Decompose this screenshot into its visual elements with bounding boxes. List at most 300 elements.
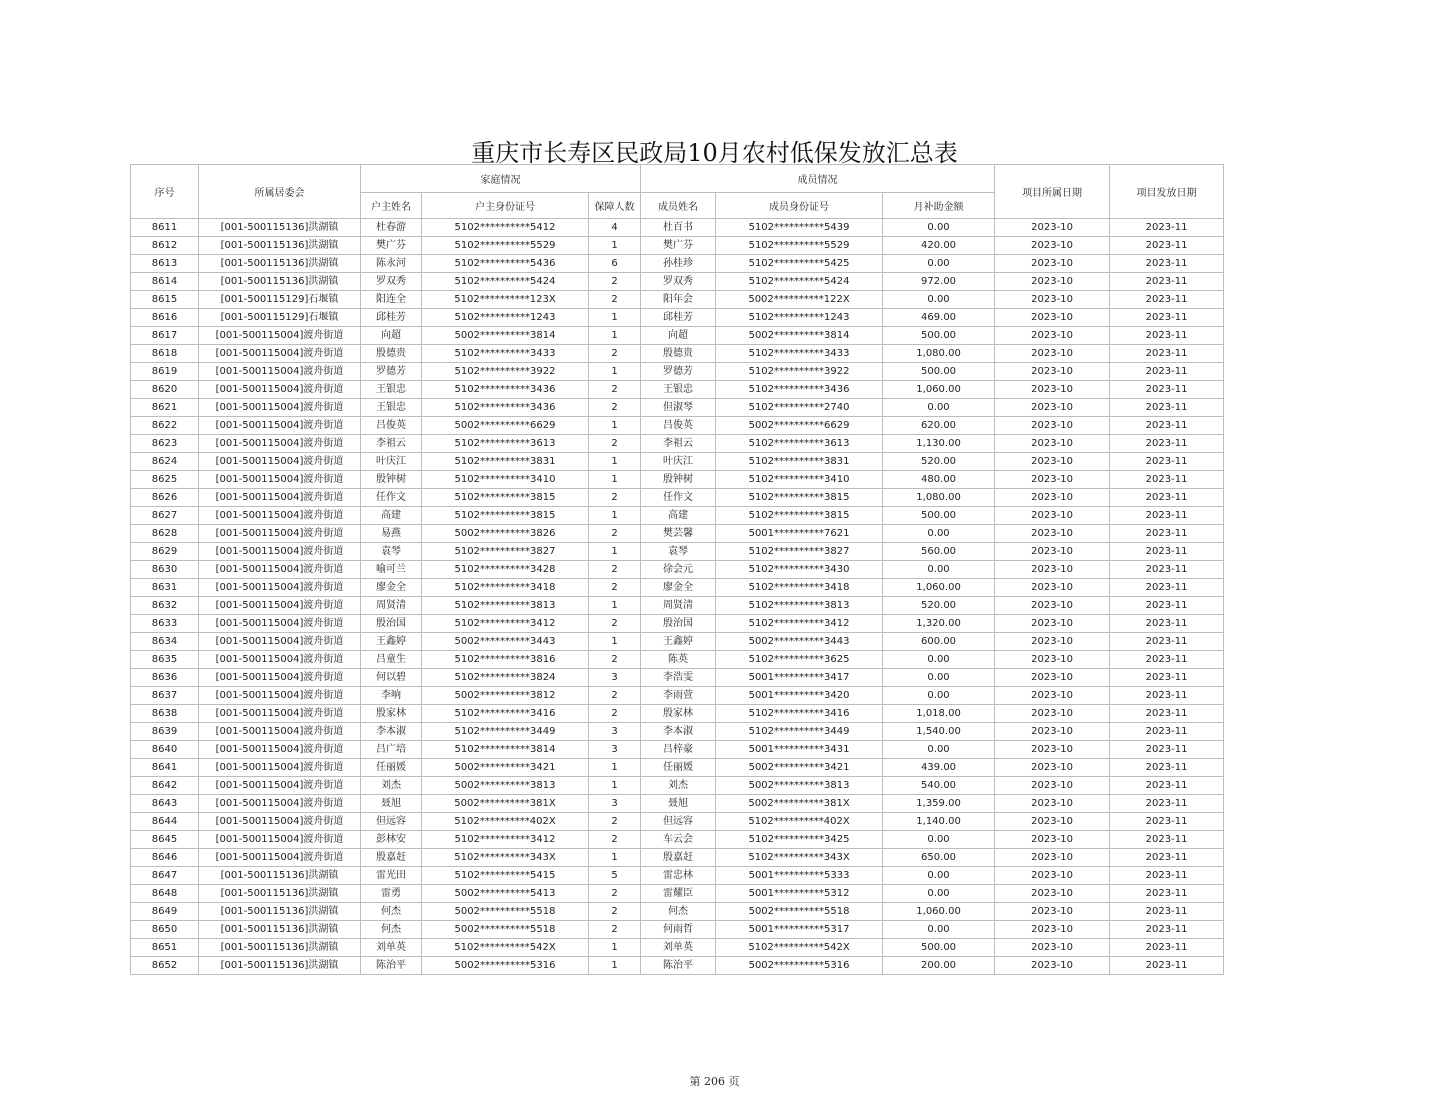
cell-subsidy: 1,140.00 [883,813,995,831]
cell-committee: [001-500115004]渡舟街道 [199,831,361,849]
cell-head-id: 5102**********1243 [422,309,589,327]
cell-member-id: 5002**********381X [716,795,883,813]
cell-guarantee-count: 1 [589,453,641,471]
cell-member-name: 王鑫婷 [641,633,716,651]
col-header-committee: 所属居委会 [199,165,361,219]
cell-issue-date: 2023-11 [1110,687,1224,705]
cell-member-id: 5102**********402X [716,813,883,831]
cell-head-name: 吕童生 [361,651,422,669]
cell-subsidy: 972.00 [883,273,995,291]
cell-issue-date: 2023-11 [1110,237,1224,255]
cell-guarantee-count: 1 [589,471,641,489]
cell-project-date: 2023-10 [995,255,1110,273]
cell-head-id: 5102**********5415 [422,867,589,885]
cell-member-name: 李雨萱 [641,687,716,705]
cell-guarantee-count: 1 [589,363,641,381]
table-row [131,435,1224,453]
cell-member-id: 5102**********542X [716,939,883,957]
cell-head-name: 任作文 [361,489,422,507]
cell-seq: 8633 [131,615,199,633]
cell-member-id: 5102**********3412 [716,615,883,633]
cell-guarantee-count: 2 [589,435,641,453]
cell-project-date: 2023-10 [995,633,1110,651]
cell-subsidy: 0.00 [883,399,995,417]
cell-head-name: 向超 [361,327,422,345]
cell-head-name: 吕俊英 [361,417,422,435]
cell-project-date: 2023-10 [995,831,1110,849]
cell-member-name: 吕梓豪 [641,741,716,759]
cell-guarantee-count: 3 [589,669,641,687]
cell-head-name: 刘杰 [361,777,422,795]
cell-head-id: 5102**********3412 [422,615,589,633]
table-row [131,687,1224,705]
cell-project-date: 2023-10 [995,543,1110,561]
cell-project-date: 2023-10 [995,489,1110,507]
cell-subsidy: 500.00 [883,327,995,345]
table-row [131,543,1224,561]
cell-seq: 8642 [131,777,199,795]
cell-issue-date: 2023-11 [1110,309,1224,327]
table-row [131,453,1224,471]
cell-issue-date: 2023-11 [1110,525,1224,543]
cell-guarantee-count: 2 [589,525,641,543]
cell-head-name: 罗双秀 [361,273,422,291]
cell-member-name: 但淑琴 [641,399,716,417]
cell-guarantee-count: 1 [589,939,641,957]
cell-project-date: 2023-10 [995,867,1110,885]
cell-head-name: 喻可兰 [361,561,422,579]
cell-seq: 8645 [131,831,199,849]
col-header-project-date: 项目所属日期 [995,165,1110,219]
cell-subsidy: 0.00 [883,885,995,903]
cell-subsidy: 1,060.00 [883,903,995,921]
cell-member-name: 陈英 [641,651,716,669]
cell-guarantee-count: 1 [589,507,641,525]
col-header-member-name: 成员姓名 [641,193,716,219]
cell-seq: 8650 [131,921,199,939]
cell-subsidy: 0.00 [883,219,995,237]
cell-issue-date: 2023-11 [1110,543,1224,561]
cell-member-name: 殷德贵 [641,345,716,363]
cell-head-id: 5002**********3443 [422,633,589,651]
cell-issue-date: 2023-11 [1110,921,1224,939]
col-header-guarantee-count: 保障人数 [589,193,641,219]
cell-issue-date: 2023-11 [1110,399,1224,417]
cell-member-id: 5102**********3815 [716,489,883,507]
cell-project-date: 2023-10 [995,849,1110,867]
table-row [131,309,1224,327]
cell-head-id: 5102**********542X [422,939,589,957]
cell-member-name: 叶庆江 [641,453,716,471]
cell-subsidy: 1,080.00 [883,345,995,363]
table-body [131,219,1224,975]
cell-project-date: 2023-10 [995,597,1110,615]
col-header-issue-date: 项目发放日期 [1110,165,1224,219]
cell-guarantee-count: 1 [589,237,641,255]
table-row [131,633,1224,651]
cell-head-id: 5002**********6629 [422,417,589,435]
cell-committee: [001-500115004]渡舟街道 [199,453,361,471]
cell-subsidy: 439.00 [883,759,995,777]
cell-committee: [001-500115136]洪湖镇 [199,867,361,885]
cell-member-id: 5102**********3827 [716,543,883,561]
cell-member-name: 杜百书 [641,219,716,237]
cell-issue-date: 2023-11 [1110,867,1224,885]
cell-guarantee-count: 2 [589,903,641,921]
cell-member-id: 5102**********3625 [716,651,883,669]
cell-member-id: 5102**********3425 [716,831,883,849]
cell-guarantee-count: 2 [589,345,641,363]
cell-seq: 8613 [131,255,199,273]
cell-head-id: 5102**********3416 [422,705,589,723]
cell-guarantee-count: 2 [589,831,641,849]
cell-project-date: 2023-10 [995,219,1110,237]
cell-subsidy: 1,320.00 [883,615,995,633]
cell-committee: [001-500115004]渡舟街道 [199,705,361,723]
cell-seq: 8652 [131,957,199,975]
cell-committee: [001-500115004]渡舟街道 [199,471,361,489]
cell-committee: [001-500115129]石堰镇 [199,291,361,309]
cell-committee: [001-500115004]渡舟街道 [199,507,361,525]
cell-head-id: 5002**********3812 [422,687,589,705]
table-row [131,957,1224,975]
col-header-seq: 序号 [131,165,199,219]
cell-member-id: 5102**********3436 [716,381,883,399]
cell-subsidy: 1,130.00 [883,435,995,453]
cell-head-id: 5102**********3813 [422,597,589,615]
cell-head-id: 5102**********343X [422,849,589,867]
cell-project-date: 2023-10 [995,507,1110,525]
cell-head-name: 雷勇 [361,885,422,903]
cell-subsidy: 0.00 [883,525,995,543]
cell-head-id: 5102**********3428 [422,561,589,579]
cell-project-date: 2023-10 [995,813,1110,831]
cell-member-id: 5001**********7621 [716,525,883,543]
cell-guarantee-count: 1 [589,633,641,651]
cell-seq: 8615 [131,291,199,309]
cell-project-date: 2023-10 [995,921,1110,939]
table-row [131,255,1224,273]
cell-guarantee-count: 2 [589,489,641,507]
cell-head-id: 5102**********3436 [422,381,589,399]
cell-member-name: 雷耀臣 [641,885,716,903]
cell-head-name: 袁琴 [361,543,422,561]
cell-member-name: 任作文 [641,489,716,507]
cell-member-name: 殷嘉赶 [641,849,716,867]
cell-subsidy: 1,018.00 [883,705,995,723]
cell-issue-date: 2023-11 [1110,813,1224,831]
cell-guarantee-count: 2 [589,921,641,939]
cell-head-name: 吕广培 [361,741,422,759]
cell-committee: [001-500115004]渡舟街道 [199,363,361,381]
cell-subsidy: 0.00 [883,741,995,759]
table-row [131,381,1224,399]
cell-member-name: 陈治平 [641,957,716,975]
cell-member-name: 袁琴 [641,543,716,561]
cell-seq: 8628 [131,525,199,543]
cell-project-date: 2023-10 [995,309,1110,327]
cell-issue-date: 2023-11 [1110,795,1224,813]
cell-project-date: 2023-10 [995,723,1110,741]
cell-committee: [001-500115004]渡舟街道 [199,615,361,633]
cell-head-name: 聂旭 [361,795,422,813]
cell-member-name: 李本淑 [641,723,716,741]
cell-project-date: 2023-10 [995,363,1110,381]
cell-member-id: 5001**********3431 [716,741,883,759]
cell-subsidy: 560.00 [883,543,995,561]
cell-project-date: 2023-10 [995,435,1110,453]
cell-subsidy: 0.00 [883,867,995,885]
cell-project-date: 2023-10 [995,885,1110,903]
cell-subsidy: 469.00 [883,309,995,327]
table-row [131,417,1224,435]
cell-member-name: 廖金全 [641,579,716,597]
cell-head-name: 何以碧 [361,669,422,687]
cell-member-name: 车云会 [641,831,716,849]
cell-head-name: 阳连全 [361,291,422,309]
cell-project-date: 2023-10 [995,669,1110,687]
cell-guarantee-count: 2 [589,381,641,399]
cell-member-name: 任丽媛 [641,759,716,777]
cell-issue-date: 2023-11 [1110,957,1224,975]
cell-head-id: 5102**********3433 [422,345,589,363]
cell-member-id: 5102**********5424 [716,273,883,291]
cell-issue-date: 2023-11 [1110,471,1224,489]
cell-member-id: 5102**********3410 [716,471,883,489]
cell-project-date: 2023-10 [995,615,1110,633]
cell-guarantee-count: 2 [589,561,641,579]
cell-seq: 8640 [131,741,199,759]
table-row [131,507,1224,525]
cell-issue-date: 2023-11 [1110,597,1224,615]
cell-head-name: 高建 [361,507,422,525]
cell-head-name: 何杰 [361,921,422,939]
cell-seq: 8647 [131,867,199,885]
table-row [131,867,1224,885]
table-row [131,795,1224,813]
cell-head-name: 刘单英 [361,939,422,957]
cell-subsidy: 620.00 [883,417,995,435]
cell-committee: [001-500115004]渡舟街道 [199,741,361,759]
cell-member-id: 5002**********3443 [716,633,883,651]
cell-seq: 8620 [131,381,199,399]
cell-committee: [001-500115004]渡舟街道 [199,651,361,669]
cell-member-id: 5102**********3922 [716,363,883,381]
table-row [131,741,1224,759]
cell-head-id: 5102**********3824 [422,669,589,687]
table-row [131,669,1224,687]
cell-seq: 8636 [131,669,199,687]
cell-member-name: 但远容 [641,813,716,831]
cell-seq: 8618 [131,345,199,363]
col-header-subsidy: 月补助金额 [883,193,995,219]
cell-subsidy: 520.00 [883,453,995,471]
cell-issue-date: 2023-11 [1110,849,1224,867]
cell-committee: [001-500115004]渡舟街道 [199,687,361,705]
cell-issue-date: 2023-11 [1110,633,1224,651]
table-row [131,219,1224,237]
cell-head-name: 李响 [361,687,422,705]
cell-subsidy: 520.00 [883,597,995,615]
cell-head-id: 5002**********5413 [422,885,589,903]
cell-member-id: 5002**********3814 [716,327,883,345]
cell-guarantee-count: 2 [589,615,641,633]
cell-issue-date: 2023-11 [1110,579,1224,597]
cell-head-id: 5102**********123X [422,291,589,309]
cell-seq: 8635 [131,651,199,669]
table-row [131,597,1224,615]
cell-head-name: 殷钟树 [361,471,422,489]
table-row [131,759,1224,777]
table-row [131,579,1224,597]
cell-seq: 8639 [131,723,199,741]
cell-head-id: 5002**********5316 [422,957,589,975]
cell-subsidy: 500.00 [883,363,995,381]
cell-issue-date: 2023-11 [1110,345,1224,363]
cell-head-id: 5002**********5518 [422,903,589,921]
table-row [131,651,1224,669]
cell-member-name: 李浩雯 [641,669,716,687]
cell-committee: [001-500115004]渡舟街道 [199,489,361,507]
cell-subsidy: 200.00 [883,957,995,975]
cell-seq: 8651 [131,939,199,957]
cell-committee: [001-500115004]渡舟街道 [199,327,361,345]
cell-seq: 8611 [131,219,199,237]
cell-project-date: 2023-10 [995,939,1110,957]
cell-member-id: 5002**********5518 [716,903,883,921]
cell-committee: [001-500115136]洪湖镇 [199,957,361,975]
cell-subsidy: 500.00 [883,939,995,957]
cell-committee: [001-500115004]渡舟街道 [199,561,361,579]
cell-head-id: 5102**********3412 [422,831,589,849]
cell-guarantee-count: 1 [589,957,641,975]
cell-seq: 8616 [131,309,199,327]
cell-member-name: 罗德芳 [641,363,716,381]
cell-guarantee-count: 2 [589,885,641,903]
cell-seq: 8638 [131,705,199,723]
cell-committee: [001-500115004]渡舟街道 [199,543,361,561]
cell-project-date: 2023-10 [995,453,1110,471]
cell-committee: [001-500115004]渡舟街道 [199,759,361,777]
cell-member-name: 阳年会 [641,291,716,309]
cell-member-name: 孙桂珍 [641,255,716,273]
cell-head-name: 樊广芬 [361,237,422,255]
cell-guarantee-count: 1 [589,309,641,327]
cell-issue-date: 2023-11 [1110,435,1224,453]
cell-member-name: 樊广芬 [641,237,716,255]
table-row [131,939,1224,957]
cell-guarantee-count: 4 [589,219,641,237]
cell-member-id: 5002**********122X [716,291,883,309]
cell-member-name: 周贤清 [641,597,716,615]
cell-issue-date: 2023-11 [1110,327,1224,345]
cell-project-date: 2023-10 [995,273,1110,291]
cell-project-date: 2023-10 [995,345,1110,363]
cell-issue-date: 2023-11 [1110,777,1224,795]
group-header-family: 家庭情况 [361,165,641,193]
cell-issue-date: 2023-11 [1110,741,1224,759]
cell-member-name: 雷忠林 [641,867,716,885]
cell-seq: 8622 [131,417,199,435]
cell-seq: 8630 [131,561,199,579]
cell-member-id: 5102**********3813 [716,597,883,615]
cell-issue-date: 2023-11 [1110,615,1224,633]
cell-committee: [001-500115136]洪湖镇 [199,939,361,957]
cell-issue-date: 2023-11 [1110,885,1224,903]
cell-subsidy: 600.00 [883,633,995,651]
cell-committee: [001-500115004]渡舟街道 [199,399,361,417]
cell-head-name: 李祖云 [361,435,422,453]
table-row [131,777,1224,795]
col-header-head-id: 户主身份证号 [422,193,589,219]
cell-seq: 8643 [131,795,199,813]
cell-member-name: 徐会元 [641,561,716,579]
cell-subsidy: 650.00 [883,849,995,867]
cell-guarantee-count: 2 [589,273,641,291]
cell-seq: 8648 [131,885,199,903]
cell-committee: [001-500115136]洪湖镇 [199,219,361,237]
cell-head-id: 5102**********3816 [422,651,589,669]
cell-project-date: 2023-10 [995,903,1110,921]
cell-committee: [001-500115004]渡舟街道 [199,813,361,831]
cell-head-name: 陈永河 [361,255,422,273]
cell-member-id: 5002**********6629 [716,417,883,435]
cell-member-id: 5001**********3417 [716,669,883,687]
cell-issue-date: 2023-11 [1110,669,1224,687]
cell-seq: 8649 [131,903,199,921]
cell-member-name: 何杰 [641,903,716,921]
cell-guarantee-count: 5 [589,867,641,885]
cell-committee: [001-500115004]渡舟街道 [199,381,361,399]
col-header-member-id: 成员身份证号 [716,193,883,219]
table-row [131,813,1224,831]
cell-head-name: 周贤清 [361,597,422,615]
table-row [131,237,1224,255]
cell-member-name: 罗双秀 [641,273,716,291]
cell-member-id: 5102**********3831 [716,453,883,471]
cell-head-id: 5102**********5412 [422,219,589,237]
cell-issue-date: 2023-11 [1110,903,1224,921]
cell-seq: 8631 [131,579,199,597]
cell-member-name: 向超 [641,327,716,345]
cell-issue-date: 2023-11 [1110,723,1224,741]
cell-issue-date: 2023-11 [1110,291,1224,309]
cell-member-id: 5102**********343X [716,849,883,867]
cell-subsidy: 1,060.00 [883,579,995,597]
cell-member-id: 5001**********3420 [716,687,883,705]
cell-seq: 8617 [131,327,199,345]
cell-subsidy: 540.00 [883,777,995,795]
cell-committee: [001-500115004]渡舟街道 [199,417,361,435]
cell-subsidy: 0.00 [883,921,995,939]
cell-member-name: 樊芸馨 [641,525,716,543]
cell-seq: 8637 [131,687,199,705]
cell-seq: 8632 [131,597,199,615]
cell-member-name: 王银忠 [641,381,716,399]
cell-committee: [001-500115004]渡舟街道 [199,849,361,867]
cell-seq: 8624 [131,453,199,471]
cell-committee: [001-500115004]渡舟街道 [199,597,361,615]
cell-guarantee-count: 2 [589,687,641,705]
cell-head-name: 殷治国 [361,615,422,633]
cell-issue-date: 2023-11 [1110,939,1224,957]
cell-subsidy: 480.00 [883,471,995,489]
cell-project-date: 2023-10 [995,417,1110,435]
cell-member-id: 5102**********3416 [716,705,883,723]
cell-head-id: 5102**********5436 [422,255,589,273]
cell-committee: [001-500115136]洪湖镇 [199,885,361,903]
cell-subsidy: 0.00 [883,255,995,273]
